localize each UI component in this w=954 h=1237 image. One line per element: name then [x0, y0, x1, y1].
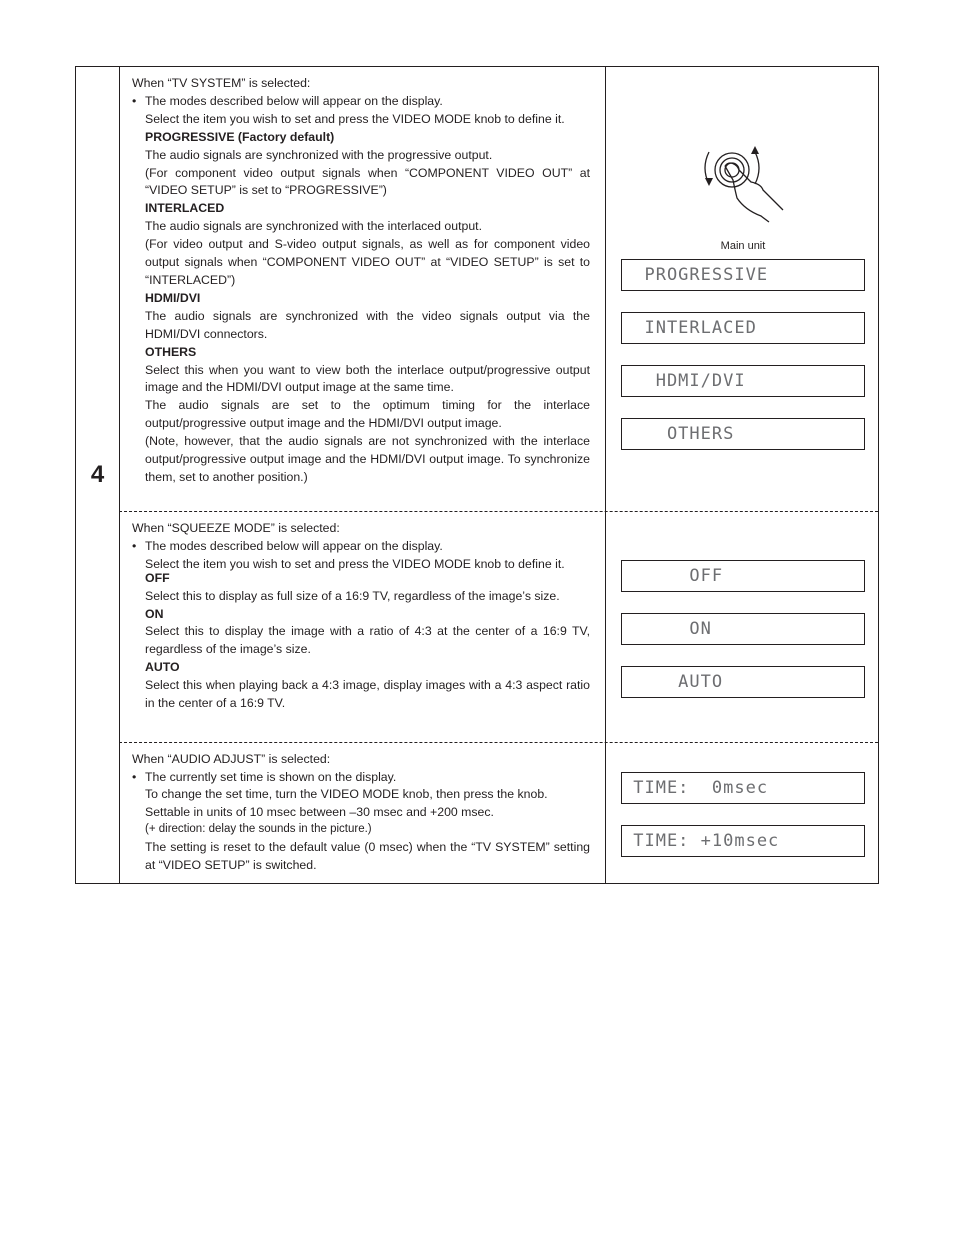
others-note: (Note, however, that the audio signals are not synchronized with the interlace output/progressive output image and the HDMI/DVI output image. To synchronize them, set to another position.) — [145, 434, 590, 484]
display-others: OTHERS — [621, 418, 865, 450]
interlaced-note: (For video output and S-video output signals, as well as for component video output signals when “COMPONENT VIDEO OUT” at “VIDEO SETUP” is set to “INTERLACED”) — [145, 237, 590, 287]
interlaced-text: The audio signals are synchronized with the interlaced output. — [145, 219, 482, 234]
audio-line: (+ direction: delay the sounds in the picture.) — [145, 823, 372, 836]
section-divider — [119, 511, 878, 512]
display-progressive: PROGRESSIVE — [621, 259, 865, 291]
others-text: Select this when you want to view both the interlace output/progressive output image and the HDMI/DVI output image at the same time. — [145, 362, 590, 395]
hdmi-text: The audio signals are synchronized with the video signals output via the HDMI/DVI connectors. — [145, 308, 590, 341]
step-number: 4 — [90, 461, 105, 488]
interlaced-title: INTERLACED — [145, 201, 225, 216]
off-title: OFF — [145, 570, 170, 585]
main-unit-knob-illustration — [621, 80, 871, 250]
tv-system-select-line: Select the item you wish to set and press the VIDEO MODE knob to define it. — [145, 111, 565, 126]
audio-line: Settable in units of 10 msec between –30 msec and +200 msec. — [145, 804, 494, 819]
squeeze-bullet: • The modes described below will appear on the display. — [132, 538, 590, 556]
display-off: OFF — [621, 560, 865, 592]
hdmi-title: HDMI/DVI — [145, 290, 201, 305]
auto-text: Select this when playing back a 4:3 image, display images with a 4:3 aspect ratio in the center of a 16:9 TV. — [145, 678, 590, 711]
tv-system-section — [132, 75, 590, 487]
tv-system-intro: When “TV SYSTEM” is selected: — [132, 76, 311, 90]
squeeze-mode-section — [132, 520, 590, 713]
knob-caption: Main unit — [720, 240, 766, 252]
progressive-text: The audio signals are synchronized with the progressive output. — [145, 147, 493, 162]
others-text: The audio signals are set to the optimum timing for the interlace output/progressive output image and the HDMI/DVI output image. — [145, 398, 590, 431]
on-text: Select this to display the image with a ratio of 4:3 at the center of a 16:9 TV, regardless of the image’s size. — [145, 624, 590, 657]
knob-hand-icon — [621, 80, 865, 230]
audio-line: The setting is reset to the default value (0 msec) when the “TV SYSTEM” setting at “VIDEO SETUP” is switched. — [145, 839, 590, 872]
display-time-10: TIME: +10msec — [621, 825, 865, 857]
audio-line: To change the set time, turn the VIDEO MODE knob, then press the knob. — [145, 787, 548, 802]
on-title: ON — [145, 606, 164, 621]
auto-title: AUTO — [145, 660, 180, 675]
display-column-divider — [605, 67, 606, 883]
audio-adjust-section — [132, 751, 590, 874]
display-time-0: TIME: 0msec — [621, 772, 865, 804]
progressive-note: (For component video output signals when “COMPONENT VIDEO OUT” at “VIDEO SETUP” is set to “PROGRESSIVE”) — [145, 165, 590, 198]
display-auto: AUTO — [621, 666, 865, 698]
display-interlaced: INTERLACED — [621, 312, 865, 344]
step-column-divider — [119, 67, 120, 883]
section-divider — [119, 742, 878, 743]
squeeze-select-line: Select the item you wish to set and press the VIDEO MODE knob to define it. — [145, 556, 565, 571]
audio-intro: When “AUDIO ADJUST” is selected: — [132, 752, 331, 766]
audio-bullet: • The currently set time is shown on the display. — [132, 769, 590, 787]
others-title: OTHERS — [145, 344, 197, 359]
off-text: Select this to display as full size of a 16:9 TV, regardless of the image’s size. — [145, 588, 560, 603]
progressive-title: PROGRESSIVE (Factory default) — [145, 129, 335, 144]
display-on: ON — [621, 613, 865, 645]
tv-system-bullet: • The modes described below will appear on the display. — [132, 93, 590, 111]
squeeze-intro: When “SQUEEZE MODE” is selected: — [132, 521, 340, 535]
display-hdmi-dvi: HDMI/DVI — [621, 365, 865, 397]
